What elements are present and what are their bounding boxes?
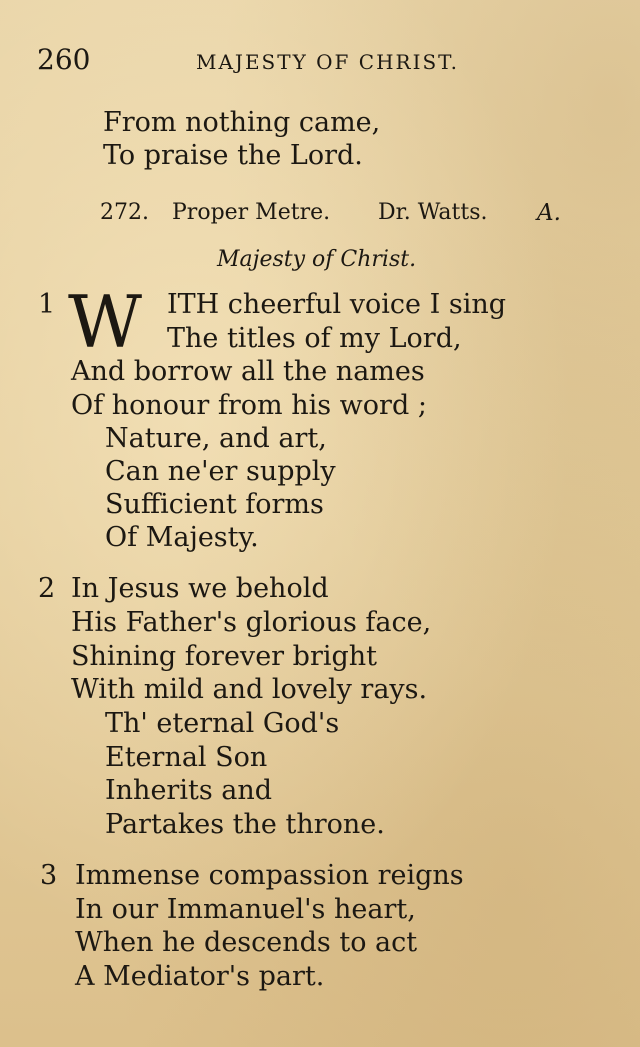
verse-line: Inherits and [105, 775, 273, 806]
verse-line: His Father's glorious face, [71, 607, 432, 638]
drop-cap: W [68, 280, 143, 364]
hymn-subtitle: Majesty of Christ. [217, 247, 417, 272]
verse-line: With mild and lovely rays. [71, 674, 428, 705]
hymn-number: 272. [100, 200, 149, 225]
verse-line: ITH cheerful voice I sing [167, 289, 507, 320]
verse-line: Shining forever bright [71, 641, 378, 672]
hymn-author: Dr. Watts. [378, 200, 488, 225]
verse-number: 1 [38, 289, 56, 320]
verse-line: In our Immanuel's heart, [75, 894, 416, 925]
verse-line: Sufficient forms [105, 489, 324, 520]
verse-line: Eternal Son [105, 742, 268, 773]
verse-line: A Mediator's part. [75, 961, 325, 992]
verse-line: Of Majesty. [105, 522, 259, 553]
verse-line: Immense compassion reigns [75, 860, 464, 891]
verse-line: In Jesus we behold [71, 573, 329, 604]
continuation-line: From nothing came, [103, 107, 381, 138]
verse-line: The titles of my Lord, [167, 323, 462, 354]
running-title: MAJESTY OF CHRIST. [196, 50, 459, 74]
continuation-line: To praise the Lord. [103, 140, 363, 171]
verse-line: And borrow all the names [71, 356, 425, 387]
verse-line: Th' eternal God's [105, 708, 340, 739]
verse-line: When he descends to act [75, 927, 418, 958]
hymn-key: A. [537, 200, 561, 226]
verse-line: Partakes the throne. [105, 809, 385, 840]
hymn-meter: Proper Metre. [172, 200, 331, 225]
verse-number: 2 [38, 573, 56, 604]
verse-line: Can ne'er supply [105, 456, 336, 487]
verse-line: Nature, and art, [105, 423, 327, 454]
page-number: 260 [37, 43, 91, 76]
verse-number: 3 [40, 860, 58, 891]
verse-line: Of honour from his word ; [71, 390, 427, 421]
